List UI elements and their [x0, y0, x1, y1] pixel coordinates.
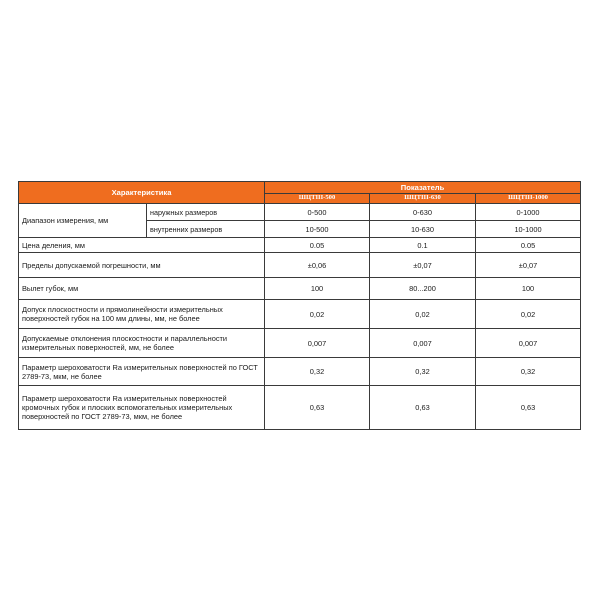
row-label: Вылет губок, мм	[19, 278, 265, 300]
cell-value: 100	[265, 278, 370, 300]
cell-value: 0.1	[370, 238, 476, 253]
cell-value: 0.05	[476, 238, 581, 253]
table-row	[19, 386, 581, 430]
cell-value: 10-1000	[476, 221, 581, 238]
row-label: Параметр шероховатости Ra измерительных поверхностей по ГОСТ 2789-73, мкм, не более	[19, 358, 265, 386]
cell-value: 0.05	[265, 238, 370, 253]
cell-value: ±0,07	[370, 253, 476, 278]
table-row	[19, 300, 581, 329]
header-model-3: ШЦТIII-1000	[476, 193, 581, 203]
spec-table	[18, 181, 581, 430]
header-model-1: ШЦТIII-500	[265, 193, 370, 203]
header-model-2: ШЦТIII-630	[370, 193, 476, 203]
cell-value: 0-500	[265, 204, 370, 221]
row-label: Пределы допускаемой погрешности, мм	[19, 253, 265, 278]
row-label: Цена деления, мм	[19, 238, 265, 253]
table-row	[19, 278, 581, 300]
cell-value: 0,32	[476, 358, 581, 386]
row-label: Допускаемые отклонения плоскостности и параллельности измерительных поверхностей, мм, не более	[19, 329, 265, 358]
cell-value: 0,63	[370, 386, 476, 430]
cell-value: 0,007	[476, 329, 581, 358]
row-label: Диапазон измерения, мм	[19, 204, 147, 238]
cell-value: 10-500	[265, 221, 370, 238]
cell-value: 0,02	[476, 300, 581, 329]
cell-value: 0,32	[265, 358, 370, 386]
cell-value: 0-630	[370, 204, 476, 221]
table-row	[19, 358, 581, 386]
spec-table-container	[18, 181, 580, 430]
cell-value: 0,32	[370, 358, 476, 386]
cell-value: 80...200	[370, 278, 476, 300]
header-row-top	[19, 182, 581, 194]
row-sublabel: внутренних размеров	[147, 221, 265, 238]
cell-value: 100	[476, 278, 581, 300]
cell-value: ±0,07	[476, 253, 581, 278]
cell-value: 0,007	[370, 329, 476, 358]
cell-value: 10-630	[370, 221, 476, 238]
header-characteristic: Характеристика	[19, 182, 265, 204]
table-row	[19, 253, 581, 278]
table-row	[19, 329, 581, 358]
table-row	[19, 204, 581, 221]
table-row	[19, 238, 581, 253]
cell-value: 0,02	[370, 300, 476, 329]
cell-value: 0,63	[265, 386, 370, 430]
row-sublabel: наружных размеров	[147, 204, 265, 221]
header-indicator: Показатель	[265, 182, 581, 194]
row-label: Допуск плоскостности и прямолинейности измерительных поверхностей губок на 100 мм длины, мм, не более	[19, 300, 265, 329]
row-label: Параметр шероховатости Ra измерительных поверхностей кромочных губок и плоских вспомогательных измерительных поверхностей по ГОСТ 2789-73, мкм, не более	[19, 386, 265, 430]
cell-value: 0,63	[476, 386, 581, 430]
cell-value: ±0,06	[265, 253, 370, 278]
cell-value: 0,02	[265, 300, 370, 329]
cell-value: 0,007	[265, 329, 370, 358]
cell-value: 0-1000	[476, 204, 581, 221]
